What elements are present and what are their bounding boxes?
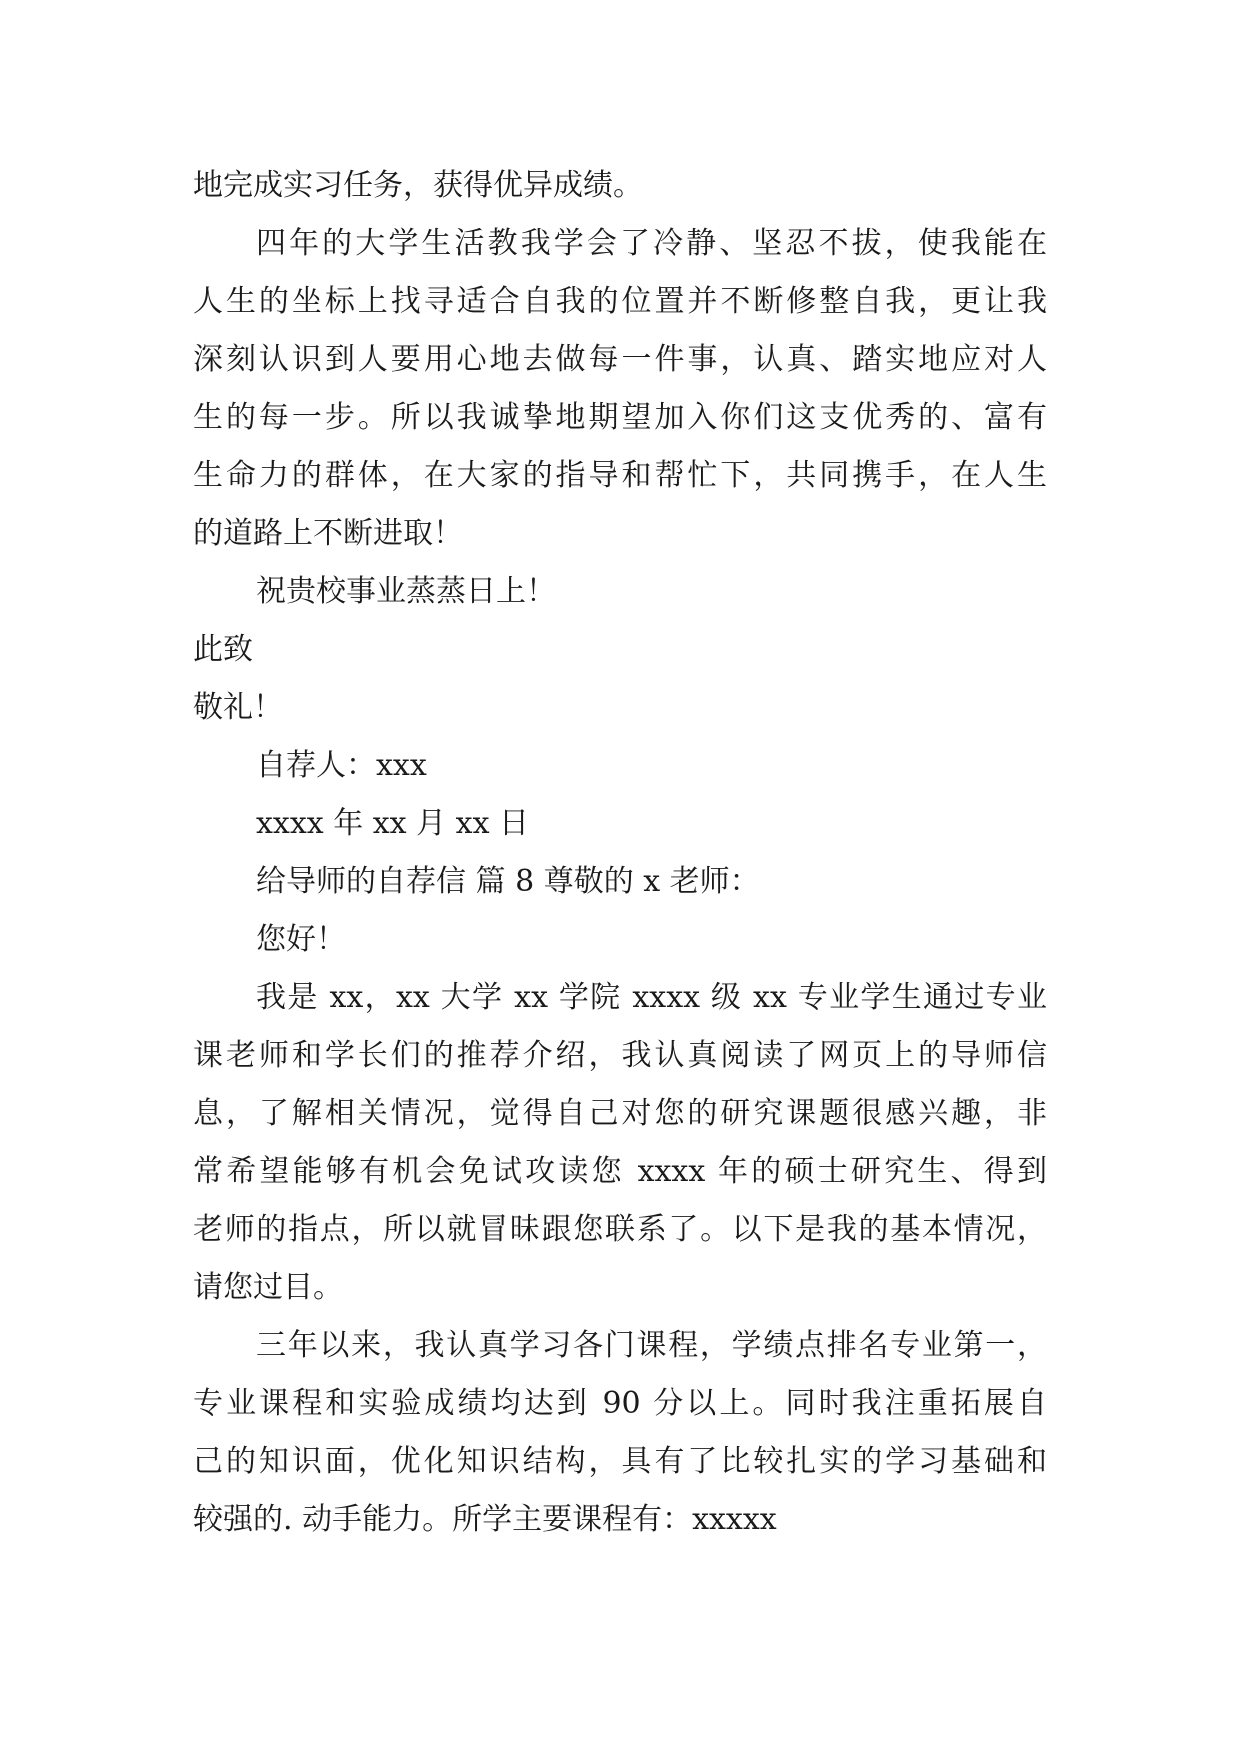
text-line: 息，了解相关情况，觉得自己对您的研究课题很感兴趣，非 (193, 1096, 1047, 1131)
text-line: 敬礼！ (193, 690, 283, 725)
text-line: 祝贵校事业蒸蒸日上！ (256, 574, 556, 609)
text-line: 此致 (193, 632, 253, 667)
text-line: 常希望能够有机会免试攻读您 xxxx 年的硕士研究生、得到 (193, 1154, 1047, 1189)
text-line: 己的知识面，优化知识结构，具有了比较扎实的学习基础和 (193, 1444, 1047, 1479)
text-line: 四年的大学生活教我学会了冷静、坚忍不拔，使我能在 (256, 226, 1047, 261)
text-line: 我是 xx，xx 大学 xx 学院 xxxx 级 xx 专业学生通过专业 (256, 980, 1047, 1015)
text-line: 较强的. 动手能力。所学主要课程有：xxxxx (193, 1502, 777, 1537)
text-line: 的道路上不断进取！ (193, 516, 463, 551)
text-line: 人生的坐标上找寻适合自我的位置并不断修整自我，更让我 (193, 284, 1047, 319)
text-line: 深刻认识到人要用心地去做每一件事，认真、踏实地应对人 (193, 342, 1047, 377)
text-line: 您好！ (256, 922, 346, 957)
text-line: 生的每一步。所以我诚挚地期望加入你们这支优秀的、富有 (193, 400, 1047, 435)
text-line: 给导师的自荐信 篇 8 尊敬的 x 老师： (256, 864, 760, 899)
text-line: 地完成实习任务，获得优异成绩。 (193, 168, 643, 203)
text-line: 课老师和学长们的推荐介绍，我认真阅读了网页上的导师信 (193, 1038, 1047, 1073)
text-line: 专业课程和实验成绩均达到 90 分以上。同时我注重拓展自 (193, 1386, 1047, 1421)
text-line: xxxx 年 xx 月 xx 日 (256, 806, 530, 841)
text-line: 三年以来，我认真学习各门课程，学绩点排名专业第一， (256, 1328, 1047, 1363)
text-line: 自荐人：xxx (256, 748, 427, 783)
text-line: 生命力的群体，在大家的指导和帮忙下，共同携手，在人生 (193, 458, 1047, 493)
text-line: 请您过目。 (193, 1270, 343, 1305)
text-line: 老师的指点，所以就冒昧跟您联系了。以下是我的基本情况， (193, 1212, 1047, 1247)
